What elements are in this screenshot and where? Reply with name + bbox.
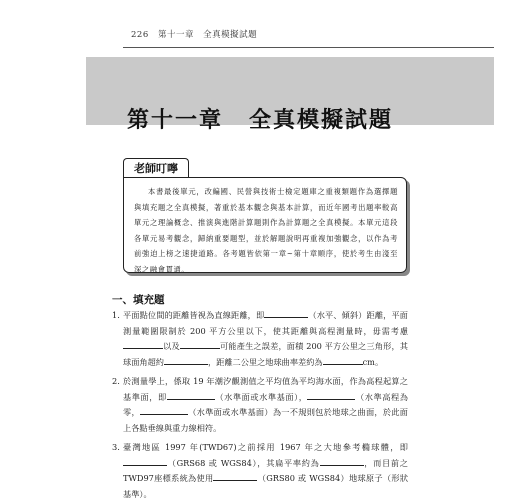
header-divider [123, 47, 494, 48]
answer-blank[interactable] [213, 471, 257, 481]
header-chapter-name: 全真模擬試題 [203, 30, 258, 40]
chapter-title [0, 103, 520, 134]
chapter-title-name: 全真模擬試題 [249, 108, 394, 133]
question-number: 1. [112, 310, 120, 320]
answer-blank[interactable] [140, 405, 188, 415]
note-tab-label: 老師叮嚀 [123, 158, 189, 178]
header-chapter-label: 第十一章 [157, 30, 194, 40]
question-number: 3. [112, 442, 120, 452]
question-text: ，距離二公里之地球曲率差約為 [207, 356, 323, 367]
answer-blank[interactable] [123, 456, 167, 466]
answer-blank[interactable] [307, 390, 355, 400]
question-text: （水準面或水準基面）， [214, 391, 308, 402]
answer-blank[interactable] [167, 390, 215, 400]
question-item [112, 308, 408, 370]
question-text: 臺灣地區 1997 年(TWD67)之前採用 1967 年之大地參考橢球體，即 [123, 442, 408, 452]
answer-blank[interactable] [323, 355, 363, 365]
question-text: 可能產生之誤差，面積 200 平方公里之三角形，其球面角超約 [123, 341, 408, 367]
question-text: 於測量學上，係取 19 年潮汐觀測值之平均值為平均海水面，作為高程起算之基準面，即 [123, 376, 408, 402]
chapter-title-number: 第十一章 [126, 108, 223, 133]
answer-blank[interactable] [320, 456, 364, 466]
question-text: （水準高程為零， [123, 391, 408, 417]
question-text: （水準面或水準基面）為一不規則包於地球之曲面，於此面上各點垂線與重力線相符。 [123, 407, 408, 433]
question-text: （水平、傾斜）距離，平面測量範圍限制於 200 平方公里以下，使其距離與高程測量時，毋需考慮 [123, 310, 408, 336]
question-number: 2. [112, 376, 120, 386]
question-list [112, 308, 408, 500]
question-text: （GRS68 或 WGS84），其扁平率約為 [167, 457, 320, 468]
running-header [131, 28, 263, 40]
answer-blank[interactable] [164, 355, 208, 365]
section-heading: 一、填充題 [112, 294, 165, 306]
question-text: （GRS80 或 WGS84）地球原子（形狀基準）。 [123, 473, 409, 499]
page-number: 226 [131, 30, 149, 40]
answer-blank[interactable] [264, 308, 308, 318]
question-item [112, 374, 408, 436]
answer-blank[interactable] [123, 339, 163, 349]
teacher-note-text: 本書最後單元，改編國、民營與技術士檢定題庫之重複類題作為選擇題與填充題之全真模擬，著重於基本觀念與基本計算，而近年國考出題率較高單元之理論概念、推演與進階計算題則作為計算題之全真模擬。本單元這段各單元易考觀念，歸納重要題型，並於解題說明再重複加強觀念，以作為考前強迫上榜之速捷道路。各考題皆依第一章~第十章順序，使於考生由淺至深之融會貫通。 [134, 187, 398, 274]
teacher-note-box [123, 177, 407, 273]
answer-blank[interactable] [180, 339, 220, 349]
question-text: 平面點位間的距離皆視為直線距離，即 [123, 310, 265, 320]
question-item [112, 440, 408, 500]
question-text: cm。 [362, 356, 384, 367]
question-text: ，而目前之TWD97座標系統為使用 [123, 457, 408, 483]
question-text: 以及 [163, 341, 180, 351]
